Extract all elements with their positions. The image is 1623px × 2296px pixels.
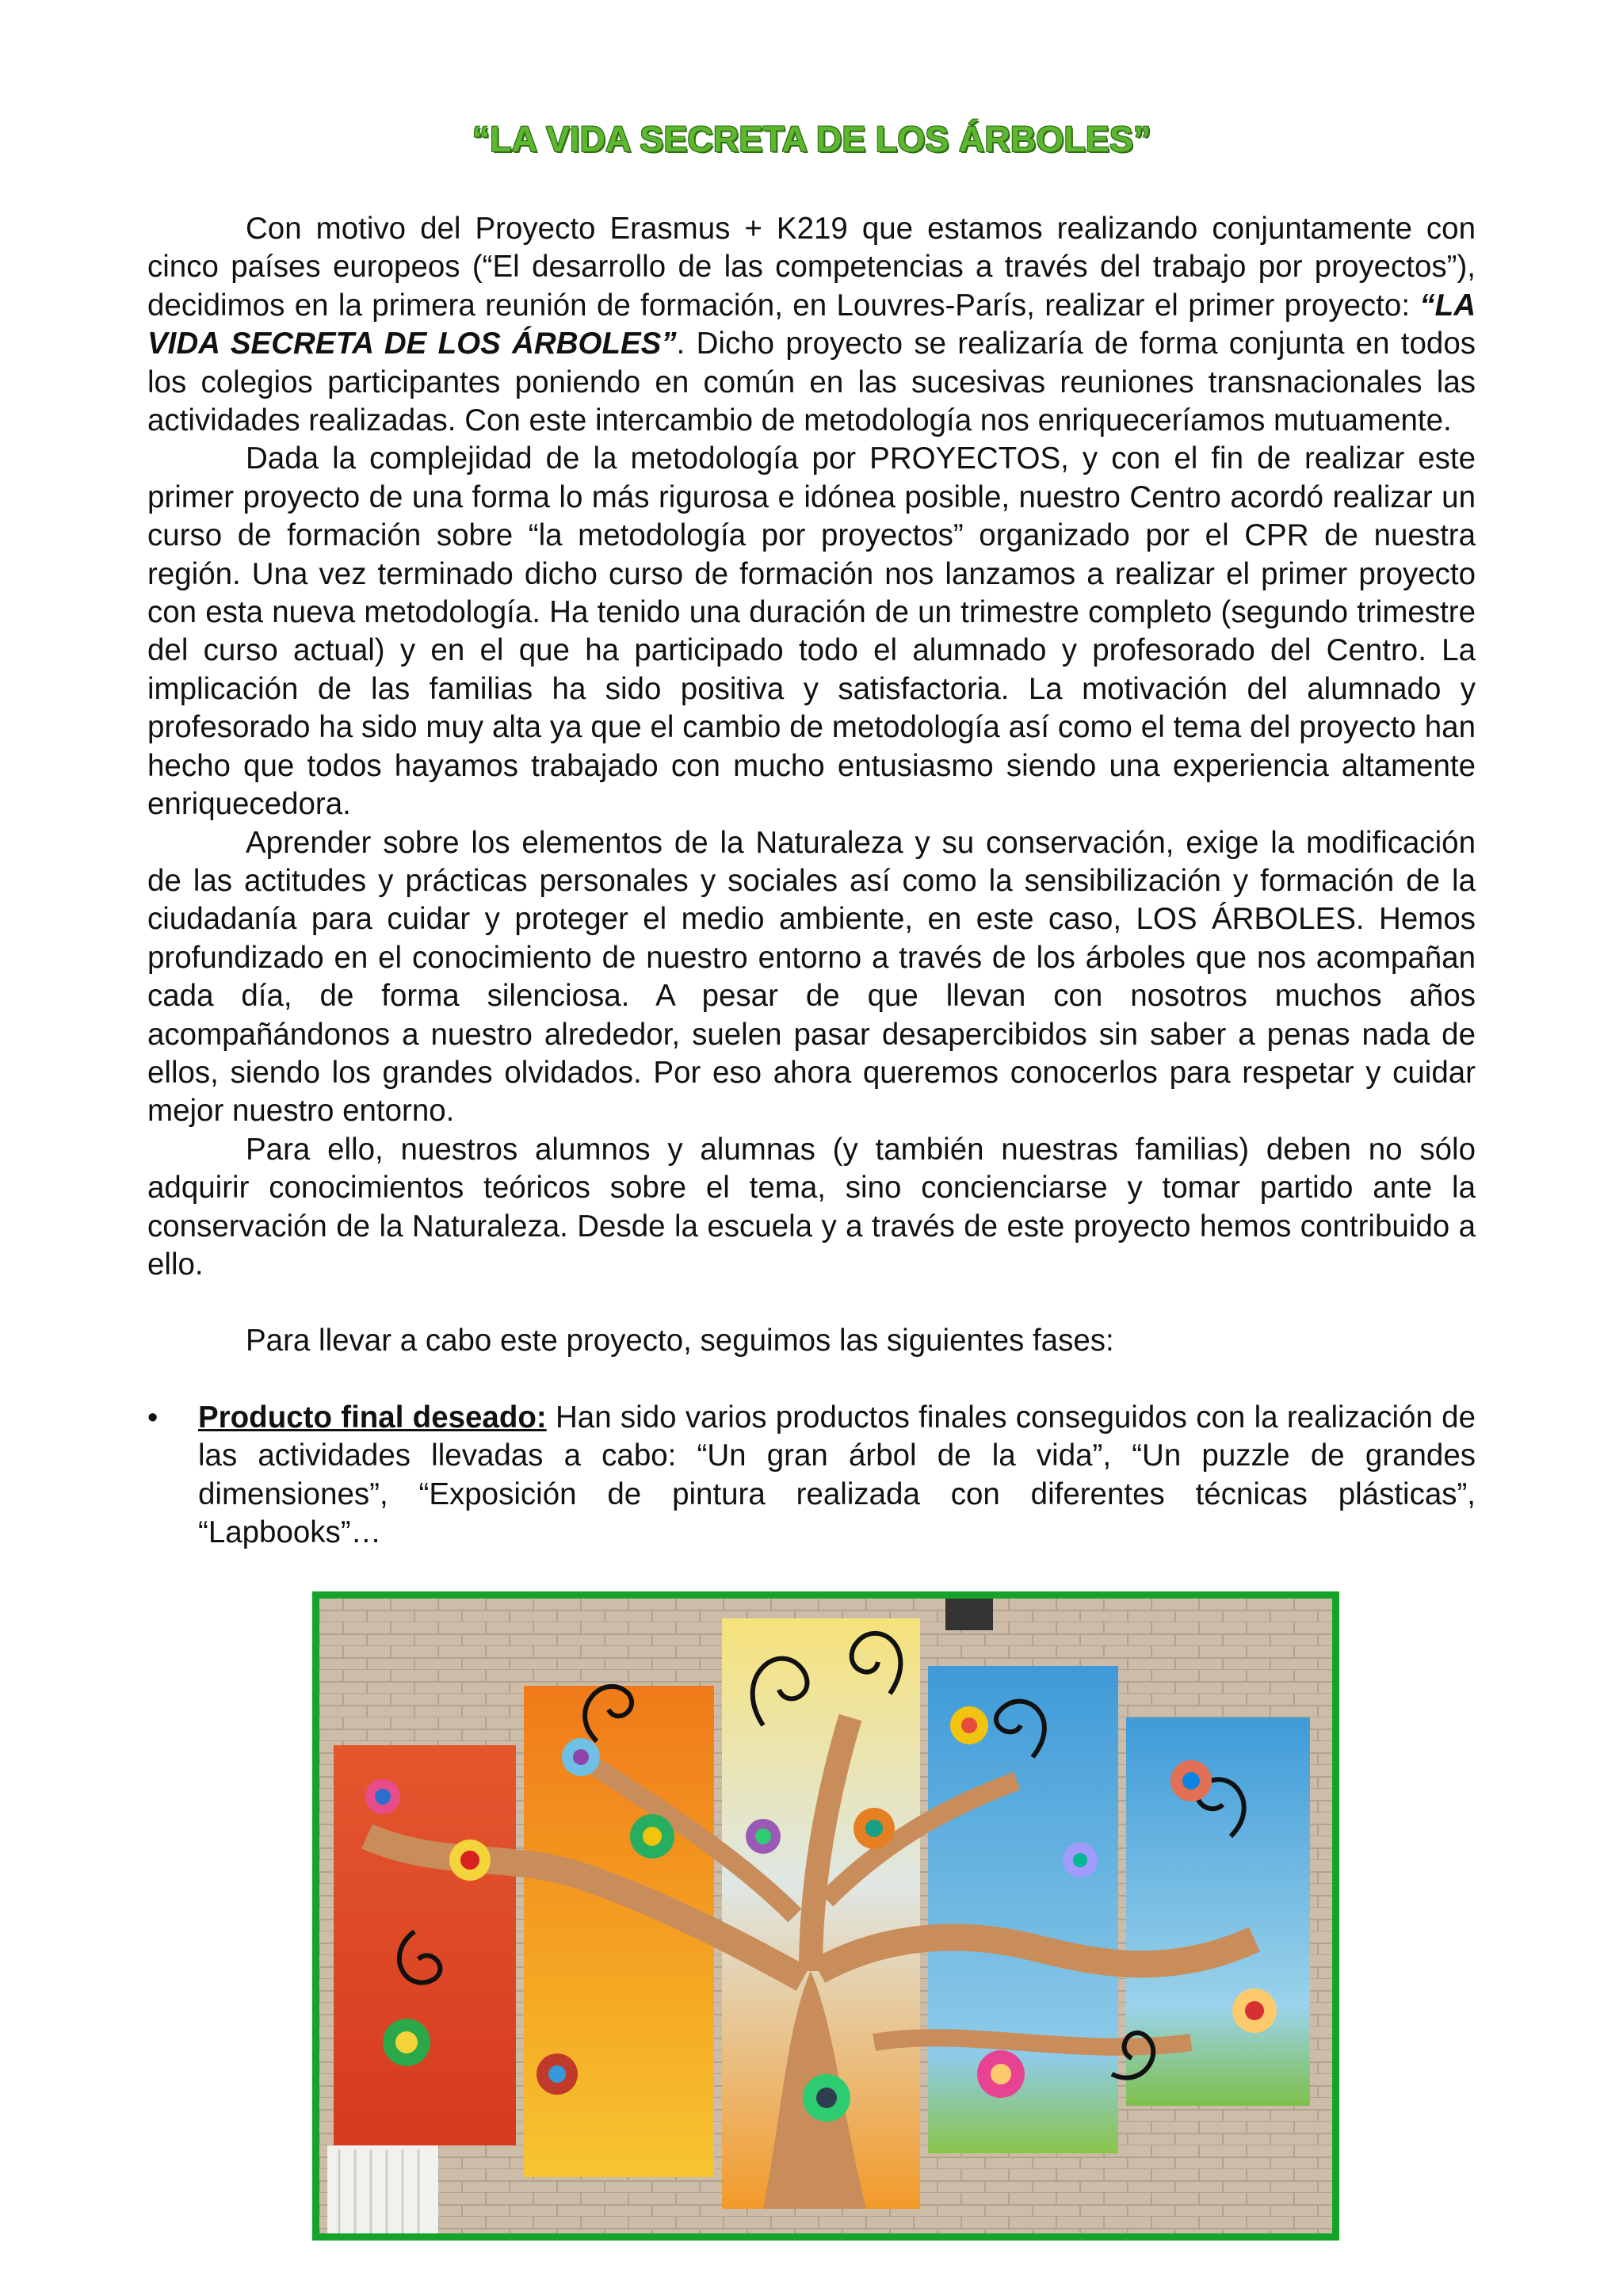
paragraph-2: Dada la complejidad de la metodología por PROYECTOS, y con el fin de realizar este primer proyecto de una forma lo más rigurosa e idónea posible, nuestro Centro acordó realizar un curso de formación sobre “la metodología por proyectos” organizado por el CPR de nuestra región. Una vez terminado dicho curso de formación nos lanzamos a realizar el primer proyecto con esta nueva metodología. Ha tenido una duración de un trimestre completo (segundo trimestre del curso actual) y en el que ha participado todo el alumnado y profesorado del Centro. La implicación de las familias ha sido positiva y satisfactoria. La motivación del alumnado y profesorado ha sido muy alta ya que el cambio de metodología así como el tema del proyecto han hecho que todos hayamos trabajado con mucho entusiasmo siendo una experiencia altamente enriquecedora. xyxy=(147,441,1476,822)
paragraph-3: Aprender sobre los elementos de la Naturaleza y su conservación, exige la modificación de las actitudes y prácticas personales y sociales así como la sensibilización y formación de la ciudadanía para cuidar y proteger el medio ambiente, en este caso, LOS ÁRBOLES. Hemos profundizado en el conocimiento de nuestro entorno a través de los árboles que nos acompañan cada día, de forma silenciosa. A pesar de que llevan con nosotros muchos años acompañándonos a nuestro alrededor, suelen pasar desapercibidos sin saber a penas nada de ellos, siendo los grandes olvidados. Por eso ahora queremos conocerlos para respetar y cuidar mejor nuestro entorno. xyxy=(147,825,1476,1129)
bullet-text: Han sido varios productos finales conseguidos con la realización de las actividades llevadas a cabo: “Un gran árbol de la vida”, “Un puzzle de grandes dimensiones”, “Exposición de pintura realizada con diferentes técnicas plásticas”, “Lapbooks”… xyxy=(198,1400,1476,1549)
bullet-lead: Producto final deseado: xyxy=(198,1400,547,1435)
paragraph-4: Para ello, nuestros alumnos y alumnas (y también nuestras familias) deben no sólo adquirir conocimientos teóricos sobre el tema, sino concienciarse y tomar partido ante la conservación de la Naturaleza. Desde la escuela y a través de este proyecto hemos contribuido a ello. xyxy=(147,1132,1476,1282)
project-title-emphasis: “LA VIDA SECRETA DE LOS ÁRBOLES” xyxy=(147,288,1476,361)
list-item xyxy=(147,1399,1476,1553)
paragraph-1-end: . Dicho proyecto se realizaría de forma conjunta en todos los colegios participantes poniendo en común en las sucesivas reuniones transnacionales las actividades realizadas. Con este intercambio de metodología nos enriqueceríamos mutuamente. xyxy=(147,327,1476,438)
document-body xyxy=(147,210,1476,1552)
paragraph-1-start: Con motivo del Proyecto Erasmus + K219 que estamos realizando conjuntamente con cinco países europeos (“El desarrollo de las competencias a través del trabajo por proyectos”), decidimos en la primera reunión de formación, en Louvres-París, realizar el primer proyecto: xyxy=(147,212,1476,323)
bullet-marker: • xyxy=(147,1400,158,1435)
paragraph-5: Para llevar a cabo este proyecto, seguimos las siguientes fases: xyxy=(246,1324,1114,1358)
paragraph-1 xyxy=(147,210,1476,440)
tree-mural-photo xyxy=(312,1591,1339,2241)
mural-illustration xyxy=(319,1599,1332,2233)
phases-list xyxy=(147,1399,1476,1553)
page-title: “LA VIDA SECRETA DE LOS ÁRBOLES” xyxy=(472,119,1151,159)
